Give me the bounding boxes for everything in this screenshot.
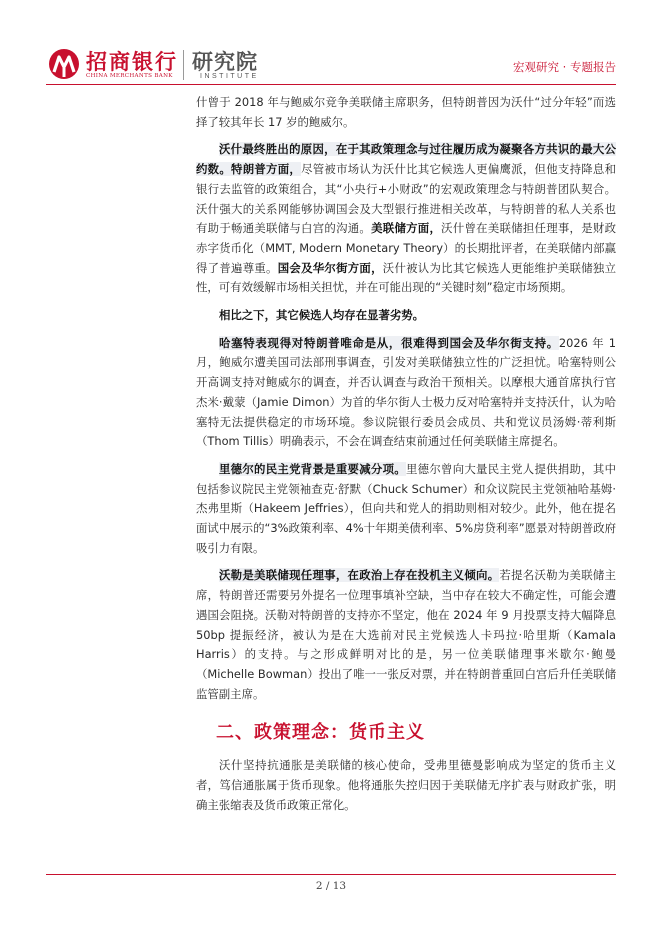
paragraph-continued: 什曾于 2018 年与鲍威尔竞争美联储主席职务，但特朗普因为沃什“过分年轻”而选择了较其年长 17 岁的鲍威尔。 — [196, 95, 616, 129]
section-heading: 二、政策理念：货币主义 — [216, 722, 425, 744]
paragraph-reasons — [196, 140, 616, 298]
paragraph-waller — [196, 566, 616, 704]
paragraph-rieder — [196, 460, 616, 559]
paragraph-monetarism: 沃什坚持抗通胀是美联储的核心使命，受弗里德曼影响成为坚定的货币主义者，笃信通胀属于货币现象。他将通胀失控归因于美联储无序扩表与财政扩张，明确主张缩表及货币政策正常化。 — [196, 758, 616, 812]
bold-lead: 沃勒是美联储现任理事，在政治上存在投机主义倾向。 — [219, 568, 500, 583]
bold-lead: 沃什最终胜出的原因，在于其政策理念与过往履历成为凝聚各方共识的最大公约数。特朗普方面， — [196, 142, 616, 177]
bold-phrase: 美联储方面， — [371, 221, 442, 236]
page-body — [196, 93, 616, 824]
bank-name-en: CHINA MERCHANTS BANK — [86, 73, 173, 79]
bank-name: 招商银行 — [86, 50, 178, 74]
paragraph-hassett — [196, 334, 616, 452]
institute-name-en: INSTITUTE — [200, 73, 259, 80]
paragraph-text: 沃什被认为比其它候选人更能维护美联储独立性，可有效缓解市场相关担忧，并在可能出现的“关键时刻”稳定市场预期。 — [196, 260, 616, 295]
bold-lead: 里德尔的民主党背景是重要减分项。 — [219, 461, 406, 476]
paragraph-text: 尽管被市场认为沃什比其它候选人更偏鹰派，但他支持降息和银行去监管的政策组合，其“小央行+小财政”的宏观政策理念与特朗普团队契合。沃什强大的关系网能够协调国会及大型银行推进相关改革，与特朗普的私人关系也有助于畅通美联储与白宫的沟通。 — [196, 162, 616, 236]
footer-rule — [46, 874, 616, 875]
paragraph-text: 里德尔曾向大量民主党人提供捐助，其中包括参议院民主党领袖查克·舒默（Chuck Schumer）和众议院民主党领袖哈基姆·杰弗里斯（Hakeem Jeffries），但向共和党人的捐助则相对较少。此外，他在提名面试中展示的“3%政策利率、4%十年期美债利率、5%房贷利率”愿景对特朗普政府吸引力有限。 — [196, 461, 616, 555]
bold-lead: 哈塞特表现得对特朗普唯命是从，很难得到国会及华尔街支持。 — [219, 335, 559, 350]
paragraph-text: 沃什曾在美联储担任理事，是财政赤字货币化（MMT, Modern Monetary Theory）的长期批评者，在美联储内部赢得了普遍尊重。 — [196, 221, 616, 275]
bold-lead: 相比之下，其它候选人均存在显著劣势。 — [219, 308, 425, 323]
page-header — [0, 0, 662, 90]
document-type: 宏观研究 · 专题报告 — [513, 60, 616, 74]
paragraph-comparison — [196, 306, 616, 326]
page-number: 2 / 13 — [315, 880, 347, 892]
institute-name: 研究院 — [192, 50, 258, 74]
logo-divider — [183, 50, 184, 80]
cmb-logo-icon — [46, 48, 82, 80]
header-rule — [46, 84, 616, 85]
paragraph-text: 若提名沃勒为美联储主席，特朗普还需要另外提名一位理事填补空缺，当中存在较大不确定性，可能会遭遇国会阻挠。沃勒对特朗普的支持亦不坚定，他在 2024 年 9 月投票支持大幅降息 50bp 提振经济，被认为是在大选前对民主党候选人卡玛拉·哈里斯（Kamala Harris）的支持。与之形成鲜明对比的是，另一位美联储理事米歇尔·鲍曼（Michelle Bowman）投出了唯一一张反对票，并在特朗普重回白宫后升任美联储监管副主席。 — [196, 568, 616, 701]
bold-phrase: 国会及华尔街方面， — [277, 260, 383, 275]
paragraph-text: 2026 年 1 月，鲍威尔遭美国司法部刑事调查，引发对美联储独立性的广泛担忧。哈塞特则公开高调支持对鲍威尔的调查，并否认调查与政治干预相关。以摩根大通首席执行官杰米·戴蒙（Jamie Dimon）为首的华尔街人士极力反对哈塞特并支持沃什，认为哈塞特无法提供稳定的市场环境。参议院银行委员会成员、共和党议员汤姆·蒂利斯（Thom Tillis）明确表示，不会在调查结束前通过任何美联储主席提名。 — [196, 335, 616, 449]
